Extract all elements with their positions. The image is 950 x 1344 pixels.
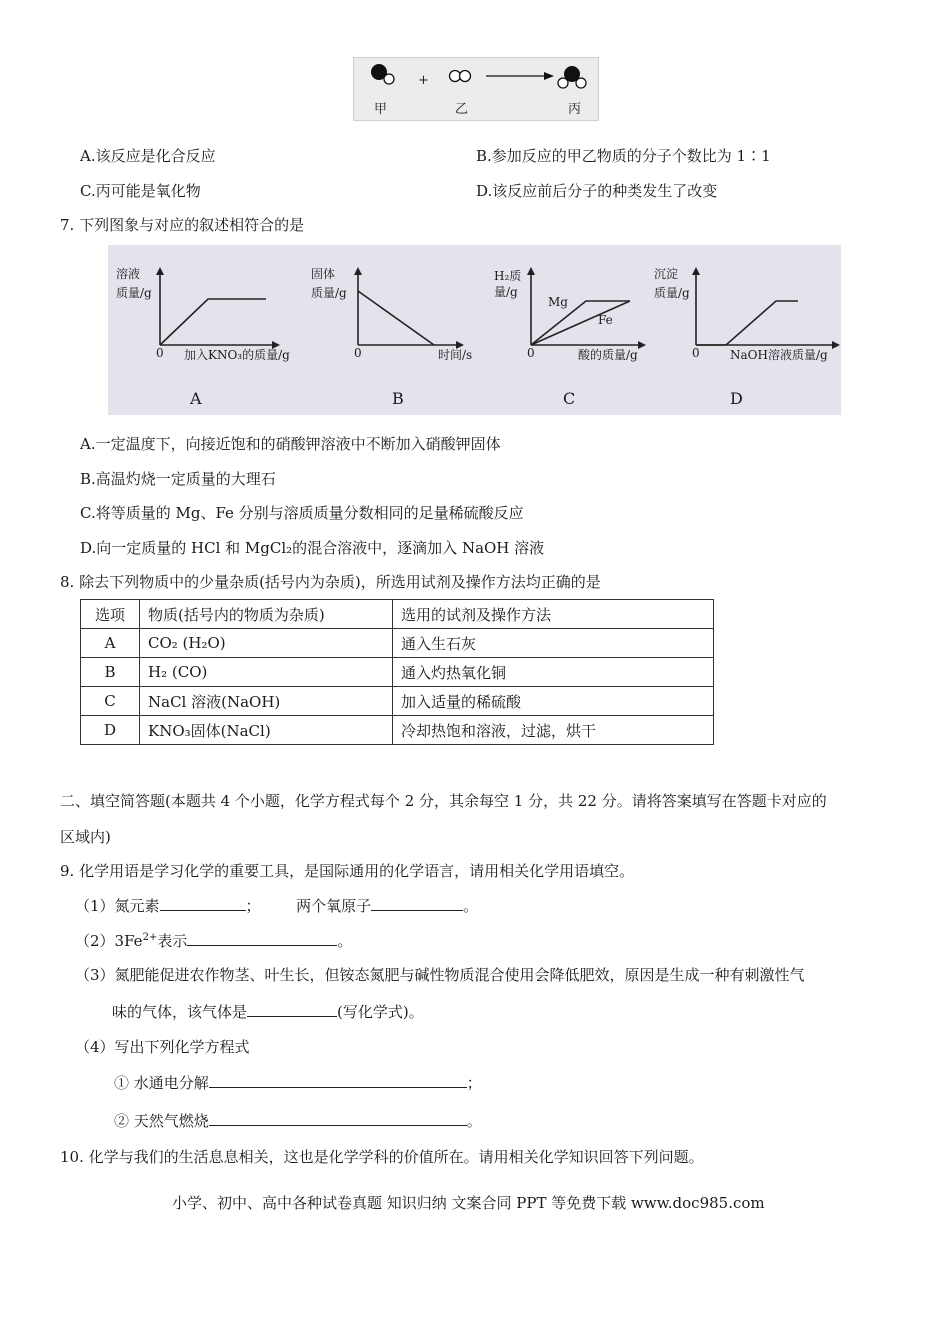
q9-part4-1-label: ① 水通电分解 — [114, 1074, 209, 1092]
q7-option-b: B.高温灼烧一定质量的大理石 — [80, 470, 276, 488]
q9-part3-line2 — [112, 1001, 424, 1022]
graph-b-curve — [358, 291, 434, 345]
q7-option-a: A.一定温度下，向接近饱和的硝酸钾溶液中不断加入硝酸钾固体 — [80, 435, 501, 453]
q9-stem: 9. 化学用语是学习化学的重要工具，是国际通用的化学语言，请用相关化学用语填空。 — [60, 862, 635, 880]
table-cell: 通入灼热氧化铜 — [393, 658, 714, 687]
q6-option-c: C.丙可能是氧化物 — [80, 182, 201, 200]
q9-part2-end: 。 — [337, 932, 353, 950]
q9-part2-charge: 2+ — [142, 932, 158, 943]
table-cell: A — [81, 629, 140, 658]
q9-part4-1 — [114, 1072, 482, 1093]
q9-part1a-end: ； — [245, 897, 261, 915]
q9-part3-post: (写化学式)。 — [337, 1003, 424, 1021]
q7-graphs-image — [108, 245, 841, 415]
graph-d-y-arrow — [692, 267, 700, 275]
page-footer: 小学、初中、高中各种试卷真题 知识归纳 文案合同 PPT 等免费下载 www.doc985.com — [172, 1194, 765, 1212]
table-cell: 加入适量的稀硫酸 — [393, 687, 714, 716]
graph-a-origin: 0 — [156, 346, 164, 360]
q9-part2-post: 表示 — [157, 932, 188, 950]
table-cell: CO₂ (H₂O) — [140, 629, 393, 658]
bing-white-atom-2 — [576, 78, 586, 88]
graph-c-mg-label: Mg — [548, 295, 568, 309]
q9-part4-1-end: ； — [466, 1074, 482, 1092]
graph-c-xlabel: 酸的质量/g — [578, 348, 638, 362]
label-bing: 丙 — [568, 102, 582, 117]
graph-b-ylabel-1: 固体 — [311, 267, 336, 281]
graph-c-ylabel-1: H₂质 — [494, 269, 522, 283]
graph-a-xlabel: 加入KNO₃的质量/g — [184, 348, 290, 362]
table-cell: C — [81, 687, 140, 716]
graph-d-xlabel: NaOH溶液质量/g — [730, 348, 828, 362]
table-header-cell: 物质(括号内的物质为杂质) — [140, 600, 393, 629]
q9-part4-2-label: ② 天然气燃烧 — [114, 1112, 209, 1130]
q6-option-b: B.参加反应的甲乙物质的分子个数比为 1∶1 — [476, 147, 771, 165]
label-yi: 乙 — [455, 102, 469, 117]
q7-option-c: C.将等质量的 Mg、Fe 分别与溶质质量分数相同的足量稀硫酸反应 — [80, 504, 524, 522]
table-header-cell: 选用的试剂及操作方法 — [393, 600, 714, 629]
answer-blank-water-electrolysis[interactable] — [209, 1073, 467, 1088]
graph-d-ylabel-1: 沉淀 — [654, 267, 679, 281]
q9-part1b-end: 。 — [463, 897, 479, 915]
q9-part4-2 — [114, 1110, 482, 1131]
table-header-row — [81, 600, 714, 629]
table-cell: B — [81, 658, 140, 687]
table-row — [81, 658, 714, 687]
graph-b-ylabel-2: 质量/g — [311, 286, 347, 300]
q9-part1a-label: （1）氮元素 — [75, 897, 160, 915]
reaction-diagram — [353, 57, 599, 121]
table-cell: KNO₃固体(NaCl) — [140, 716, 393, 745]
table-row — [81, 629, 714, 658]
q8-stem: 8. 除去下列物质中的少量杂质(括号内为杂质)，所选用试剂及操作方法均正确的是 — [60, 573, 601, 591]
section2-heading-line1: 二、填空简答题(本题共 4 个小题，化学方程式每个 2 分，其余每空 1 分，共 22 分。请将答案填写在答题卡对应的 — [60, 792, 827, 810]
arrow-head — [544, 72, 554, 80]
q9-part4: （4）写出下列化学方程式 — [75, 1038, 250, 1056]
graph-a-curve — [160, 299, 266, 345]
graph-a-y-arrow — [156, 267, 164, 275]
answer-blank-nitrogen[interactable] — [160, 896, 246, 911]
bing-white-atom-1 — [558, 78, 568, 88]
graph-d-letter: D — [730, 389, 743, 408]
graph-b-xlabel: 时间/s — [438, 348, 473, 362]
q9-part3-pre: 味的气体，该气体是 — [112, 1003, 248, 1021]
q8-table — [80, 599, 714, 745]
q7-stem: 7. 下列图象与对应的叙述相符合的是 — [60, 216, 305, 234]
q9-part3-line1: （3）氮肥能促进农作物茎、叶生长，但铵态氮肥与碱性物质混合使用会降低肥效，原因是生成一种有刺激性气 — [75, 966, 805, 984]
answer-blank-two-oxygen[interactable] — [371, 896, 463, 911]
graph-a-letter: A — [190, 389, 202, 408]
graph-c-letter: C — [563, 389, 576, 408]
table-cell: 冷却热饱和溶液，过滤，烘干 — [393, 716, 714, 745]
label-jia: 甲 — [374, 102, 388, 117]
q6-option-a: A.该反应是化合反应 — [80, 147, 216, 165]
q9-part2-pre: （2）3Fe — [75, 932, 143, 950]
q9-part2 — [75, 930, 352, 951]
q9-part1b-label: 两个氧原子 — [296, 897, 372, 915]
graph-c-fe-label: Fe — [598, 313, 613, 327]
answer-blank-natural-gas[interactable] — [209, 1111, 467, 1126]
table-row — [81, 687, 714, 716]
graph-d-ylabel-2: 质量/g — [654, 286, 690, 300]
table-cell: H₂ (CO) — [140, 658, 393, 687]
graph-c-x-arrow — [638, 341, 646, 349]
q6-option-d: D.该反应前后分子的种类发生了改变 — [476, 182, 718, 200]
graph-d-curve — [696, 301, 798, 345]
graph-c-ylabel-2: 量/g — [494, 285, 518, 299]
q9-part1 — [75, 895, 478, 916]
q7-option-d: D.向一定质量的 HCl 和 MgCl₂的混合溶液中，逐滴加入 NaOH 溶液 — [80, 539, 545, 557]
plus-sign: + — [418, 73, 429, 88]
reaction-molecules-svg — [354, 58, 598, 120]
graph-b-letter: B — [392, 389, 404, 408]
yi-white-atom-2 — [460, 71, 471, 82]
graph-d-x-arrow — [832, 341, 840, 349]
graph-b-origin: 0 — [354, 346, 362, 360]
table-cell: 通入生石灰 — [393, 629, 714, 658]
table-cell: D — [81, 716, 140, 745]
graph-a-ylabel-2: 质量/g — [116, 286, 152, 300]
answer-blank-gas[interactable] — [247, 1002, 337, 1017]
graph-b-y-arrow — [354, 267, 362, 275]
section2-heading-line2: 区域内) — [60, 828, 111, 846]
jia-white-atom — [384, 74, 394, 84]
graph-d-origin: 0 — [692, 346, 700, 360]
table-header-cell: 选项 — [81, 600, 140, 629]
q9-part4-2-end: 。 — [466, 1112, 482, 1130]
graph-c-origin: 0 — [527, 346, 535, 360]
table-cell: NaCl 溶液(NaOH) — [140, 687, 393, 716]
answer-blank-3fe[interactable] — [187, 931, 337, 946]
graph-c-fe-curve — [531, 301, 630, 345]
graph-c-y-arrow — [527, 267, 535, 275]
q10-stem: 10. 化学与我们的生活息息相关，这也是化学学科的价值所在。请用相关化学知识回答下列问题。 — [60, 1148, 704, 1166]
graph-a-ylabel-1: 溶液 — [116, 267, 141, 281]
table-row — [81, 716, 714, 745]
